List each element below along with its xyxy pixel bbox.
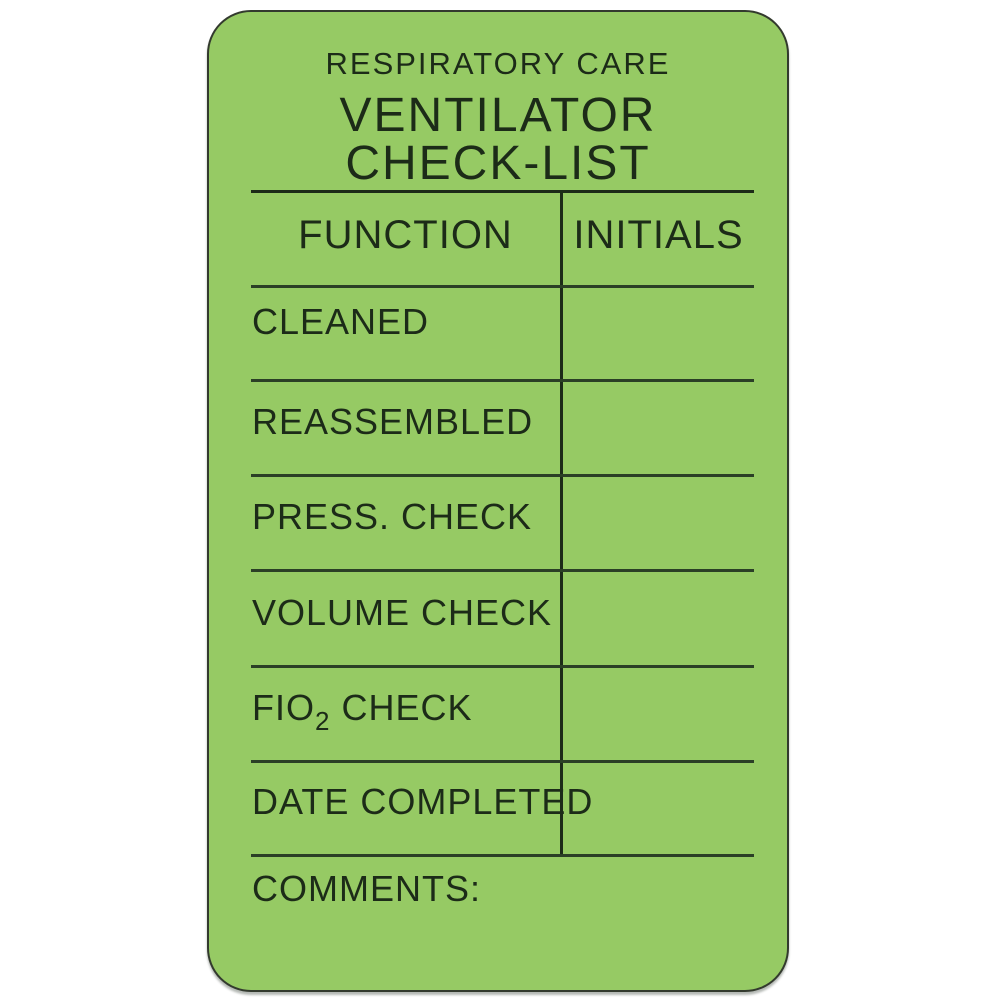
row-divider-rule — [251, 379, 754, 382]
fio2-prefix: FIO — [252, 687, 315, 728]
row-divider-rule — [251, 665, 754, 668]
row-divider-rule — [251, 474, 754, 477]
row-label-date-completed: DATE COMPLETED — [252, 781, 594, 822]
row-divider-rule — [251, 760, 754, 763]
respiratory-care-label — [207, 10, 789, 992]
row-label-reassembled: REASSEMBLED — [252, 401, 534, 442]
label-main-title-line1: VENTILATOR — [339, 89, 657, 142]
row-label-fio2-check — [252, 687, 473, 736]
row-divider-rule — [251, 569, 754, 572]
row-label-volume-check: VOLUME CHECK — [252, 592, 553, 633]
fio2-suffix: CHECK — [330, 687, 473, 728]
column-header-initials: INITIALS — [573, 213, 744, 257]
row-divider-rule — [251, 285, 754, 288]
fio2-subscript: 2 — [315, 706, 331, 736]
row-label-press-check: PRESS. CHECK — [252, 496, 533, 537]
row-label-cleaned: CLEANED — [252, 301, 430, 342]
label-main-title-line2: CHECK-LIST — [345, 137, 651, 190]
comments-label: COMMENTS: — [252, 868, 481, 909]
row-divider-rule — [251, 854, 754, 857]
label-department-title: RESPIRATORY CARE — [325, 46, 671, 81]
column-header-function: FUNCTION — [298, 213, 513, 257]
column-divider-rule — [560, 190, 563, 857]
title-divider-rule — [251, 190, 754, 193]
